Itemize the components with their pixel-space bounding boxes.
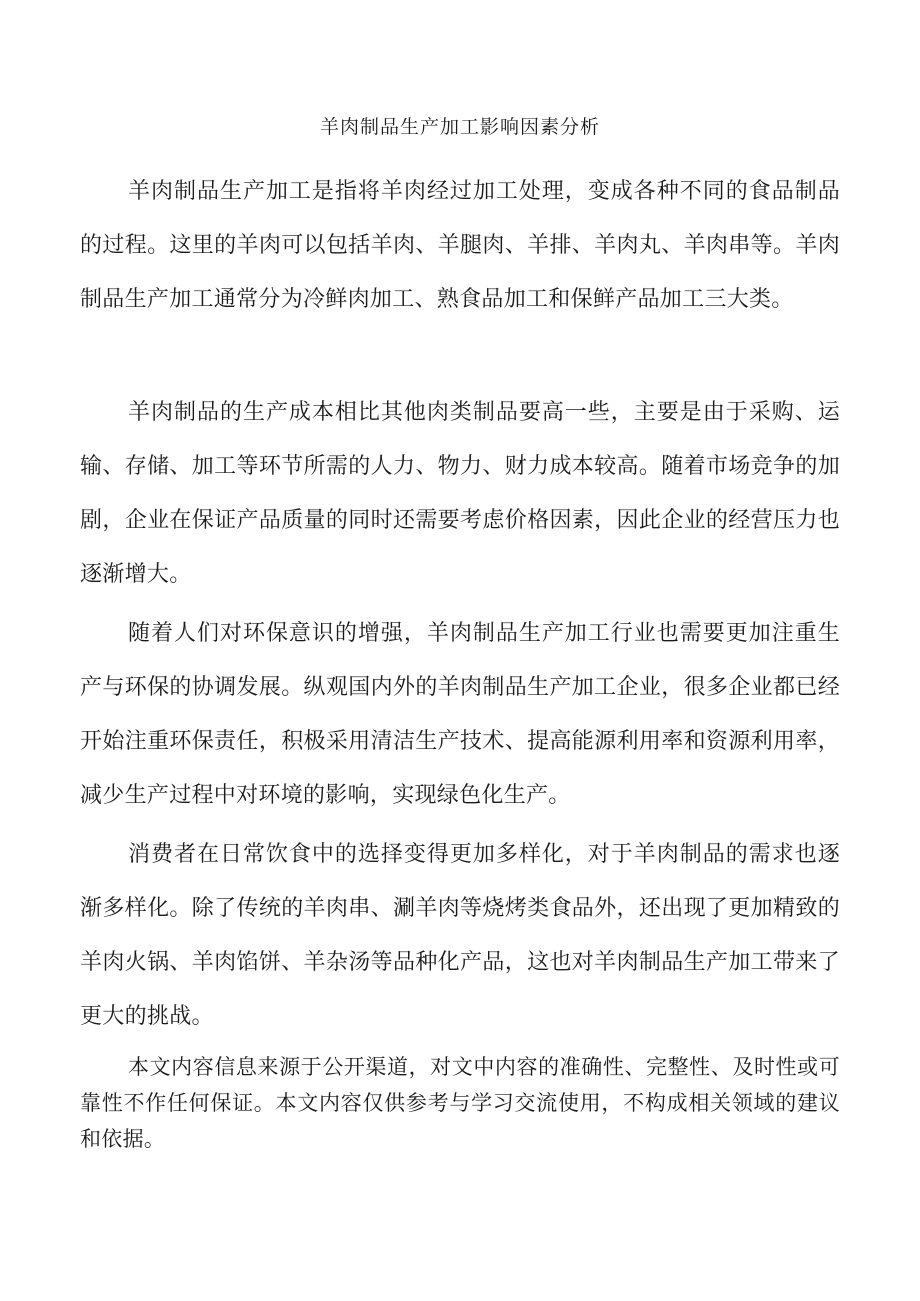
paragraph-2: 羊肉制品的生产成本相比其他肉类制品要高一些，主要是由于采购、运输、存储、加工等环节所需的人力、物力、财力成本较高。随着市场竞争的加剧，企业在保证产品质量的同时还需要考虑价格因素，因此企业的经营压力也逐渐增大。 [80, 400, 840, 587]
paragraph-1: 羊肉制品生产加工是指将羊肉经过加工处理，变成各种不同的食品制品的过程。这里的羊肉可以包括羊肉、羊腿肉、羊排、羊肉丸、羊肉串等。羊肉制品生产加工通常分为冷鲜肉加工、熟食品加工和保鲜产品加工三大类。 [80, 179, 840, 312]
paragraph-4: 消费者在日常饮食中的选择变得更加多样化，对于羊肉制品的需求也逐渐多样化。除了传统的羊肉串、涮羊肉等烧烤类食品外，还出现了更加精致的羊肉火锅、羊肉馅饼、羊杂汤等品种化产品，这也对羊肉制品生产加工带来了更大的挑战。 [80, 842, 840, 1029]
paragraph-3: 随着人们对环保意识的增强，羊肉制品生产加工行业也需要更加注重生产与环保的协调发展。纵观国内外的羊肉制品生产加工企业，很多企业都已经开始注重环保责任，积极采用清洁生产技术、提高能源利用率和资源利用率，减少生产过程中对环境的影响，实现绿色化生产。 [80, 621, 840, 808]
disclaimer-paragraph: 本文内容信息来源于公开渠道，对文中内容的准确性、完整性、及时性或可靠性不作任何保证。本文内容仅供参考与学习交流使用，不构成相关领域的建议和依据。 [80, 1055, 840, 1151]
document-title: 羊肉制品生产加工影响因素分析 [319, 116, 600, 138]
